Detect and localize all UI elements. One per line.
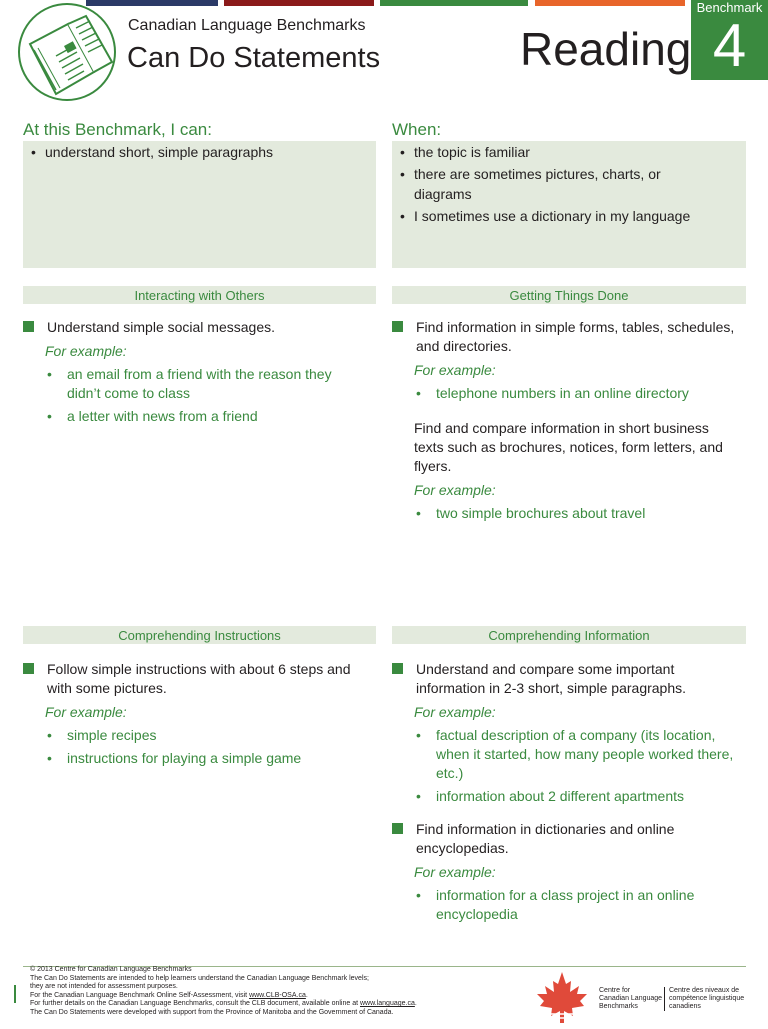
section-getting-done-heading: Getting Things Done <box>392 286 746 304</box>
list-item: • an email from a friend with the reason they didn’t come to class <box>23 365 373 403</box>
for-example-label: For example: <box>414 704 496 720</box>
example-list <box>392 726 748 806</box>
task-statement: Understand and compare some important information in 2-3 short, simple paragraphs. <box>392 660 748 698</box>
can-list <box>23 142 376 162</box>
header-subtitle: Canadian Language Benchmarks <box>128 17 366 34</box>
task-statement: Find information in simple forms, tables, schedules, and directories. <box>392 318 737 356</box>
list-item: • there are sometimes pictures, charts, or diagrams <box>392 164 746 204</box>
logo-text-fr: Centre des niveaux de compétence linguistique canadiens <box>669 987 745 1010</box>
example-list <box>392 384 737 403</box>
clb-osa-link[interactable]: www.CLB-OSA.ca <box>249 991 306 999</box>
example-list <box>23 365 373 426</box>
list-item: • I sometimes use a dictionary in my language <box>392 206 746 226</box>
list-item: • information for a class project in an online encyclopedia <box>392 886 748 924</box>
instructions-tasks <box>23 660 363 772</box>
footer-accent <box>14 985 16 1003</box>
logo-text-en: Centre for Canadian Language Benchmarks <box>599 987 663 1010</box>
top-bar-green <box>380 0 528 6</box>
interacting-tasks <box>23 318 373 430</box>
list-item: • two simple brochures about travel <box>392 504 737 523</box>
language-ca-link[interactable]: www.language.ca <box>359 1000 415 1008</box>
list-item: • simple recipes <box>23 726 363 745</box>
section-information-heading: Comprehending Information <box>392 626 746 644</box>
task-statement: Understand simple social messages. <box>23 318 373 337</box>
square-bullet-icon <box>392 321 403 332</box>
top-bar-red <box>224 0 374 6</box>
square-bullet-icon <box>23 321 34 332</box>
list-item: • understand short, simple paragraphs <box>23 142 376 162</box>
for-example-label: For example: <box>45 704 127 720</box>
list-item: • a letter with news from a friend <box>23 407 373 426</box>
for-example-label: For example: <box>414 482 496 498</box>
when-panel <box>392 141 746 268</box>
book-icon <box>16 2 118 102</box>
when-heading: When: <box>392 120 442 139</box>
section-interacting-heading: Interacting with Others <box>23 286 376 304</box>
list-item: • the topic is familiar <box>392 142 746 162</box>
benchmark-number: 4 <box>712 12 747 79</box>
task-statement: Find and compare information in short business texts such as brochures, notices, form letters, and flyers. <box>414 420 723 474</box>
task-statement: Follow simple instructions with about 6 steps and with some pictures. <box>23 660 363 698</box>
list-item: • instructions for playing a simple game <box>23 749 363 768</box>
can-panel <box>23 141 376 268</box>
list-item: • factual description of a company (its location, when it started, how many people worked there, etc.) <box>392 726 748 783</box>
for-example-label: For example: <box>414 864 496 880</box>
skill-title: Reading <box>520 23 692 75</box>
example-list <box>392 886 748 924</box>
logo-divider <box>664 987 665 1011</box>
footer-text: © 2013 Centre for Canadian Language Benchmarks The Can Do Statements are intended to help learners understand the Canadian Language Benchmark levels; they are not intended for assessment purposes. For the Canadian Language Benchmark Online Self-Assessment, visit www.CLB-OSA.ca. For further details on the Canadian Language Benchmarks, consult the CLB document, available online at www.language.ca. The Can Do Statements were developed with support from the Province of Manitoba and the Government of Canada. <box>30 966 417 1016</box>
benchmark-box <box>691 0 768 80</box>
example-list <box>392 504 737 523</box>
list-item: • telephone numbers in an online directory <box>392 384 737 403</box>
section-instructions-heading: Comprehending Instructions <box>23 626 376 644</box>
when-list <box>392 142 746 226</box>
square-bullet-icon <box>392 823 403 834</box>
task-statement: Find information in dictionaries and online encyclopedias. <box>392 820 748 858</box>
for-example-label: For example: <box>414 362 496 378</box>
square-bullet-icon <box>392 663 403 674</box>
top-bar-orange <box>535 0 685 6</box>
example-list <box>23 726 363 768</box>
for-example-label: For example: <box>45 343 127 359</box>
getting-done-tasks <box>392 318 737 527</box>
information-tasks <box>392 660 748 928</box>
benchmark-label: Benchmark <box>696 0 763 15</box>
maple-leaf-icon <box>533 970 591 1024</box>
page-title: Can Do Statements <box>127 42 381 74</box>
list-item: • information about 2 different apartments <box>392 787 748 806</box>
can-heading: At this Benchmark, I can: <box>23 120 212 139</box>
square-bullet-icon <box>23 663 34 674</box>
